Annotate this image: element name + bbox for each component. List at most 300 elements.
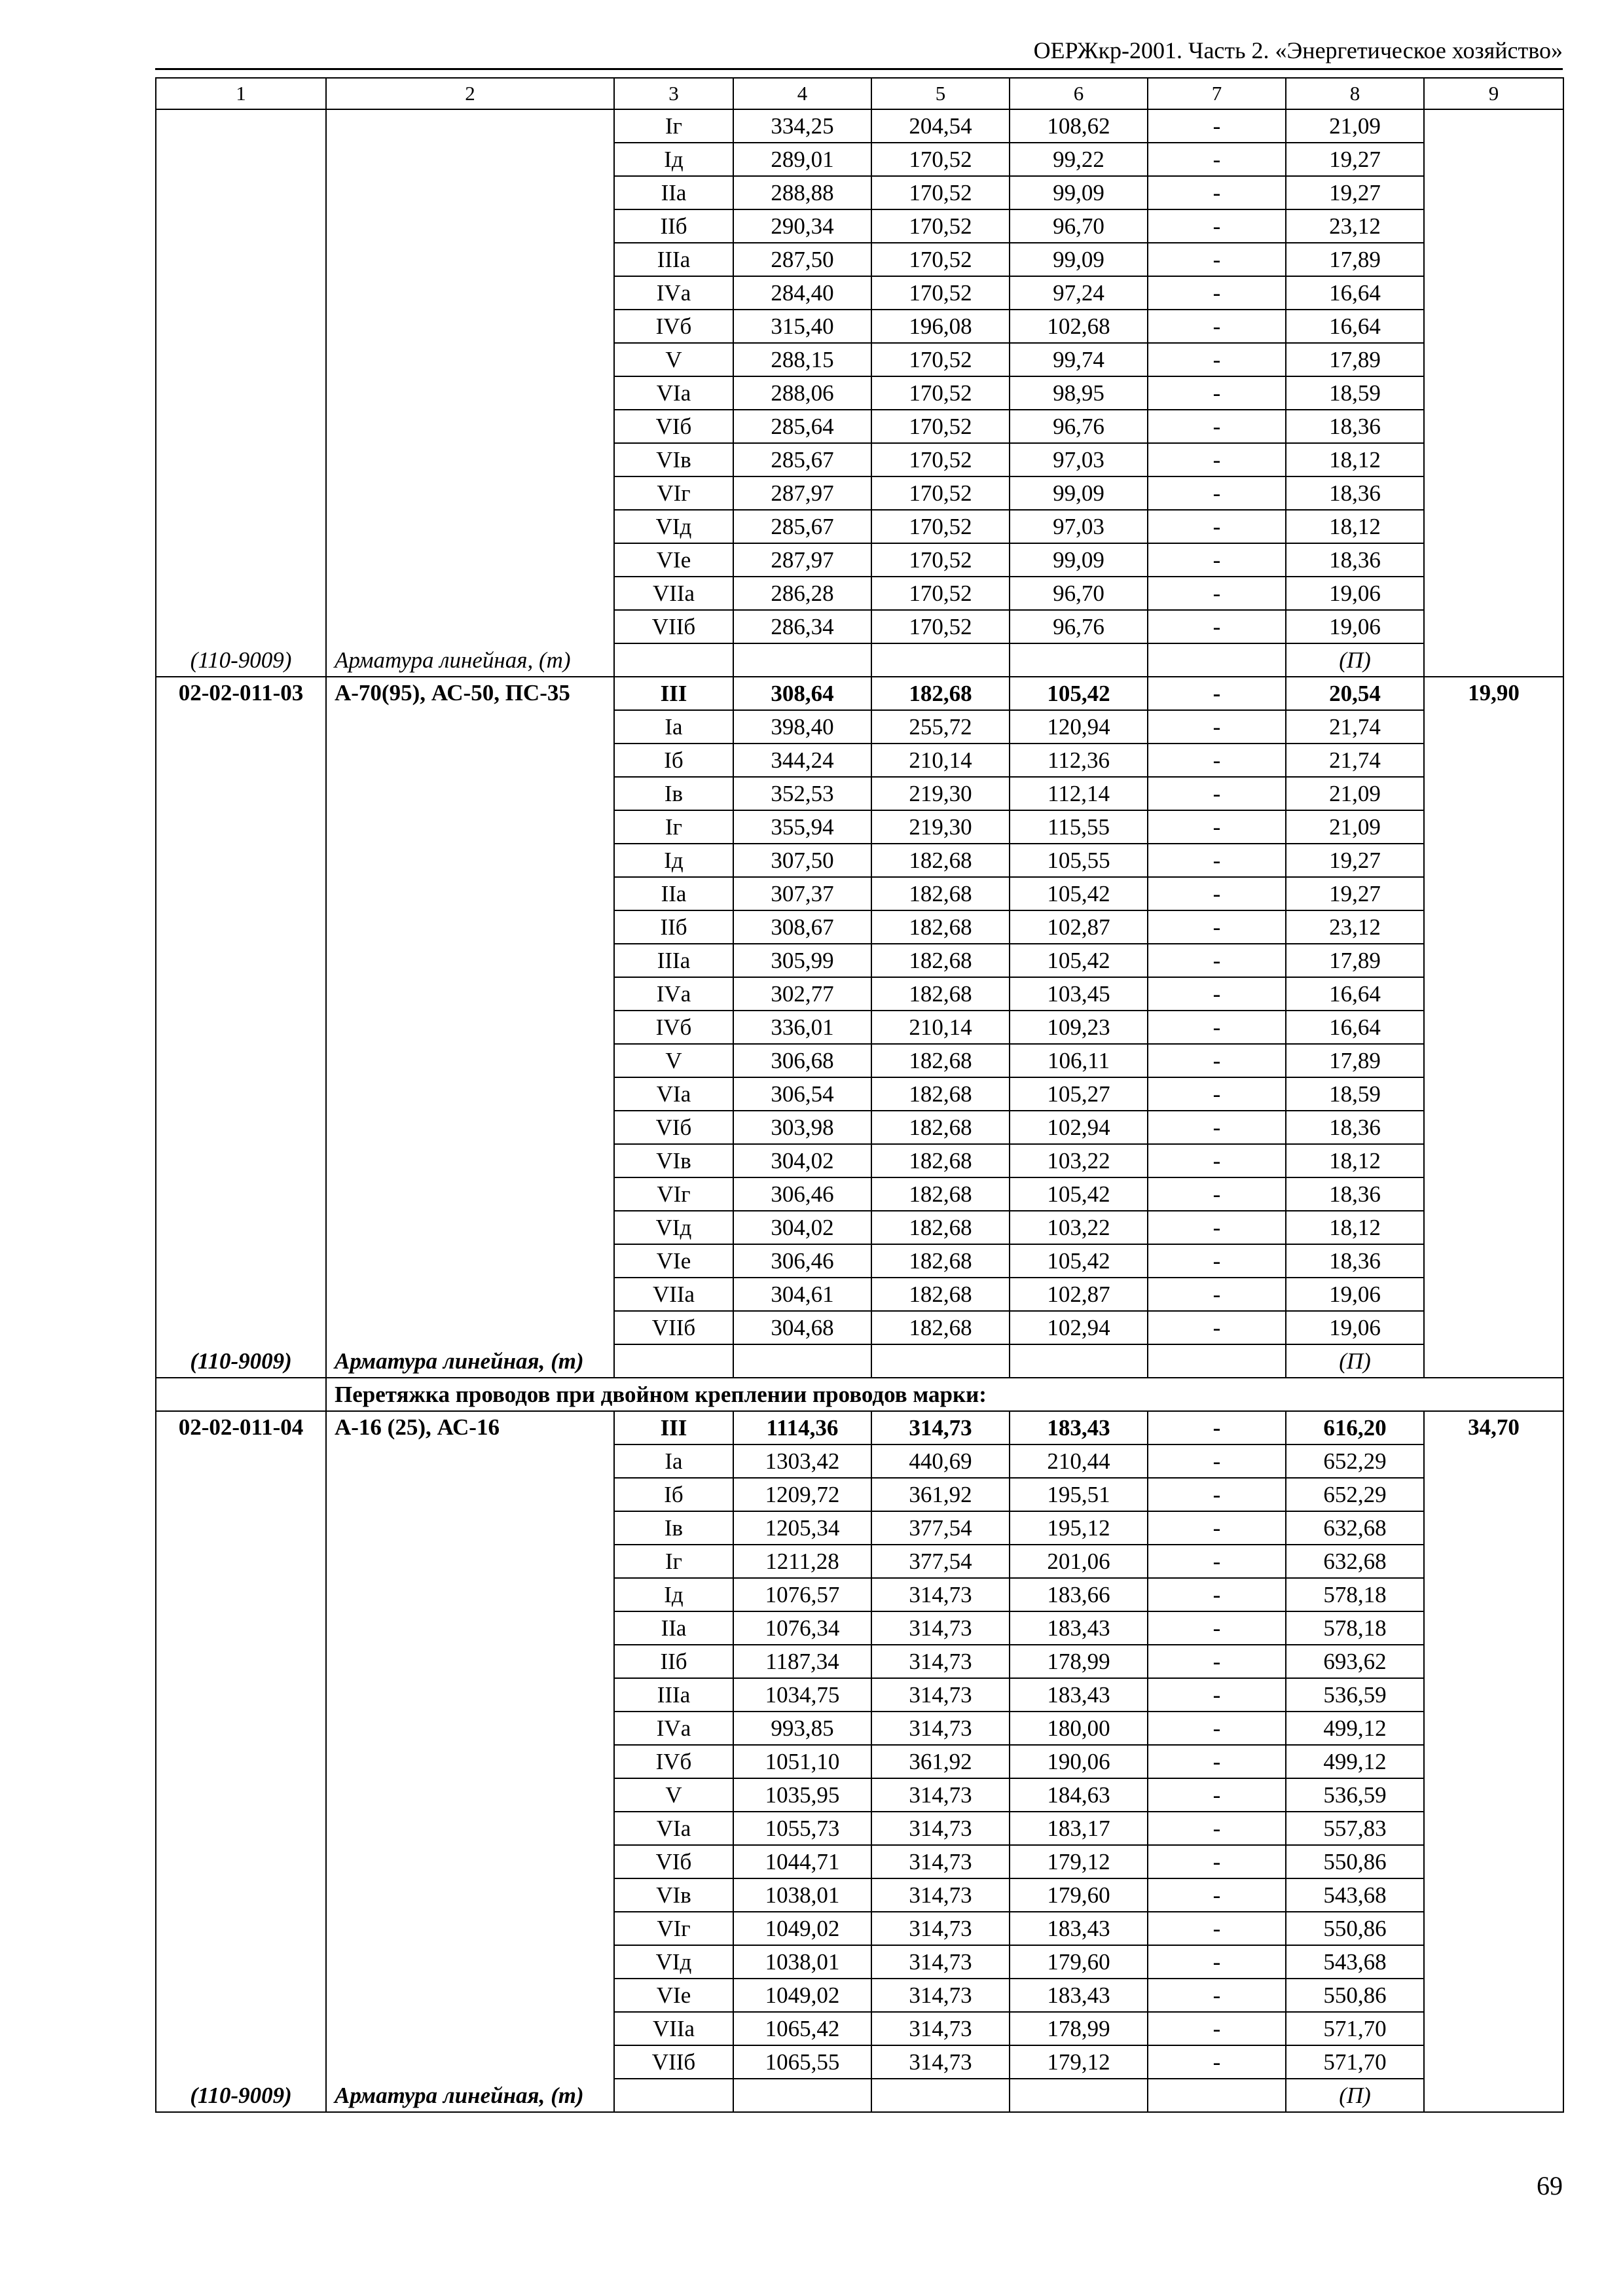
value-cell: Iб [614, 1478, 733, 1511]
value-cell: 112,14 [1010, 777, 1148, 810]
item-code: 02-02-011-03 [178, 680, 304, 706]
value-cell: 289,01 [733, 143, 871, 176]
value-cell: 314,73 [871, 1611, 1010, 1645]
value-cell: 99,09 [1010, 176, 1148, 209]
value-cell: 182,68 [871, 1244, 1010, 1278]
value-cell: 1065,42 [733, 2012, 871, 2045]
value-cell: - [1148, 510, 1286, 543]
value-cell: IIIа [614, 243, 733, 276]
value-cell: 1065,55 [733, 2045, 871, 2079]
value-cell: 1049,02 [733, 1979, 871, 2012]
value-cell: 183,43 [1010, 1678, 1148, 1712]
value-cell: 1114,36 [733, 1411, 871, 1444]
value-cell: 305,99 [733, 944, 871, 977]
value-cell: 109,23 [1010, 1011, 1148, 1044]
value-cell: - [1148, 276, 1286, 310]
armature-code: (110-9009) [190, 1348, 292, 1374]
value-cell: - [1148, 810, 1286, 844]
value-cell: 652,29 [1286, 1444, 1424, 1478]
value-cell: 18,36 [1286, 476, 1424, 510]
value-cell: VIб [614, 1111, 733, 1144]
value-cell: 18,59 [1286, 1077, 1424, 1111]
value-cell: - [1148, 1244, 1286, 1278]
value-cell: 306,54 [733, 1077, 871, 1111]
value-cell: 314,73 [871, 1411, 1010, 1444]
value-cell: Iг [614, 1545, 733, 1578]
value-cell: 314,73 [871, 1778, 1010, 1812]
value-cell: 97,24 [1010, 276, 1148, 310]
value-cell: 286,28 [733, 577, 871, 610]
value-cell: 304,61 [733, 1278, 871, 1311]
value-cell: IIа [614, 176, 733, 209]
value-cell: 361,92 [871, 1745, 1010, 1778]
value-cell: 103,22 [1010, 1144, 1148, 1177]
value-cell: 115,55 [1010, 810, 1148, 844]
value-cell: 182,68 [871, 844, 1010, 877]
empty-cell [871, 643, 1010, 677]
value-cell: VIд [614, 1211, 733, 1244]
value-cell: 179,12 [1010, 1845, 1148, 1878]
value-cell: - [1148, 610, 1286, 643]
value-cell: 1211,28 [733, 1545, 871, 1578]
column-number-row [156, 78, 1563, 109]
value-cell: 16,64 [1286, 1011, 1424, 1044]
value-cell: Iд [614, 844, 733, 877]
value-cell: VIд [614, 510, 733, 543]
value-cell: 102,87 [1010, 1278, 1148, 1311]
value-cell: 97,03 [1010, 443, 1148, 476]
value-cell: 306,68 [733, 1044, 871, 1077]
section-title: Перетяжка проводов при двойном креплении проводов марки: [326, 1378, 1563, 1411]
column-number: 9 [1424, 78, 1563, 109]
page-number: 69 [1537, 2171, 1563, 2200]
value-cell: IVа [614, 1712, 733, 1745]
value-cell: 1076,34 [733, 1611, 871, 1645]
value-cell: IIа [614, 1611, 733, 1645]
value-cell: 182,68 [871, 944, 1010, 977]
value-cell: Iд [614, 143, 733, 176]
value-cell: - [1148, 877, 1286, 910]
value-cell: 96,76 [1010, 610, 1148, 643]
table-body [156, 78, 1563, 2112]
value-cell: 315,40 [733, 310, 871, 343]
value-cell: 632,68 [1286, 1511, 1424, 1545]
description-cell [326, 1411, 614, 2112]
value-cell: 210,14 [871, 1011, 1010, 1044]
value-cell: - [1148, 1545, 1286, 1578]
value-cell: 170,52 [871, 543, 1010, 577]
description-cell [326, 109, 614, 677]
value-cell: 170,52 [871, 410, 1010, 443]
value-cell: IVа [614, 276, 733, 310]
value-cell: VIг [614, 476, 733, 510]
value-cell: 210,44 [1010, 1444, 1148, 1478]
armature-value: (П) [1286, 643, 1424, 677]
value-cell: 377,54 [871, 1545, 1010, 1578]
value-cell: 170,52 [871, 476, 1010, 510]
value-cell: V [614, 1044, 733, 1077]
empty-cell [1010, 2079, 1148, 2112]
value-cell: - [1148, 977, 1286, 1011]
value-cell: VIе [614, 1979, 733, 2012]
value-cell: 307,50 [733, 844, 871, 877]
column-number: 8 [1286, 78, 1424, 109]
value-cell: 578,18 [1286, 1578, 1424, 1611]
value-cell: 314,73 [871, 1678, 1010, 1712]
value-cell: 102,87 [1010, 910, 1148, 944]
value-cell: VIе [614, 543, 733, 577]
value-cell: - [1148, 443, 1286, 476]
value-cell: 21,09 [1286, 810, 1424, 844]
armature-value: (П) [1286, 2079, 1424, 2112]
value-cell: VIа [614, 1077, 733, 1111]
value-cell: 170,52 [871, 276, 1010, 310]
value-cell: 102,94 [1010, 1111, 1148, 1144]
empty-cell [1148, 1344, 1286, 1378]
value-cell: IIа [614, 877, 733, 910]
value-cell: VIIб [614, 2045, 733, 2079]
value-cell: 314,73 [871, 1645, 1010, 1678]
value-cell: 105,42 [1010, 1244, 1148, 1278]
value-cell: Iд [614, 1578, 733, 1611]
table-row [156, 109, 1563, 143]
value-cell: 993,85 [733, 1712, 871, 1745]
value-cell: 102,68 [1010, 310, 1148, 343]
value-cell: - [1148, 209, 1286, 243]
value-cell: 288,15 [733, 343, 871, 376]
value-cell: 204,54 [871, 109, 1010, 143]
value-cell: 440,69 [871, 1444, 1010, 1478]
armature-text: Арматура линейная, (т) [335, 1348, 584, 1374]
value-cell: 308,64 [733, 677, 871, 710]
value-cell: - [1148, 1611, 1286, 1645]
value-cell: 550,86 [1286, 1979, 1424, 2012]
value-cell: VIIа [614, 2012, 733, 2045]
value-cell: 182,68 [871, 1077, 1010, 1111]
value-cell: 652,29 [1286, 1478, 1424, 1511]
value-cell: - [1148, 744, 1286, 777]
value-cell: 23,12 [1286, 910, 1424, 944]
value-cell: 304,02 [733, 1144, 871, 1177]
value-cell: IIб [614, 209, 733, 243]
value-cell: - [1148, 310, 1286, 343]
value-cell: 19,06 [1286, 1278, 1424, 1311]
value-cell: 632,68 [1286, 1545, 1424, 1578]
value-cell: 179,12 [1010, 2045, 1148, 2079]
value-cell: 182,68 [871, 677, 1010, 710]
empty-cell [871, 1344, 1010, 1378]
table-row [156, 1411, 1563, 1444]
value-cell: 334,25 [733, 109, 871, 143]
value-cell: - [1148, 243, 1286, 276]
value-cell: 284,40 [733, 276, 871, 310]
value-cell: - [1148, 1211, 1286, 1244]
value-cell: 344,24 [733, 744, 871, 777]
value-cell: 361,92 [871, 1478, 1010, 1511]
value-cell: VIб [614, 410, 733, 443]
value-cell: 352,53 [733, 777, 871, 810]
value-cell: - [1148, 143, 1286, 176]
value-cell: III [614, 677, 733, 710]
value-cell: V [614, 343, 733, 376]
value-cell: 314,73 [871, 2012, 1010, 2045]
item-code: 02-02-011-04 [178, 1414, 304, 1440]
value-cell: 1209,72 [733, 1478, 871, 1511]
value-cell: 182,68 [871, 1044, 1010, 1077]
value-cell: 183,43 [1010, 1611, 1148, 1645]
value-cell: - [1148, 1678, 1286, 1712]
value-cell: 170,52 [871, 243, 1010, 276]
value-cell: IIб [614, 910, 733, 944]
item-description: А-70(95), АС-50, ПС-35 [335, 680, 570, 706]
value-cell: 180,00 [1010, 1712, 1148, 1745]
value-cell: VIд [614, 1945, 733, 1979]
value-cell: 18,36 [1286, 543, 1424, 577]
value-cell: 183,17 [1010, 1812, 1148, 1845]
value-cell: 182,68 [871, 1311, 1010, 1344]
column-number: 7 [1148, 78, 1286, 109]
value-cell: - [1148, 577, 1286, 610]
value-cell: IVб [614, 1011, 733, 1044]
value-cell: 1187,34 [733, 1645, 871, 1678]
total-cell: 19,90 [1424, 677, 1563, 1378]
value-cell: 287,97 [733, 543, 871, 577]
value-cell: 21,74 [1286, 710, 1424, 744]
value-cell: 170,52 [871, 443, 1010, 476]
value-cell: 182,68 [871, 977, 1010, 1011]
value-cell: 17,89 [1286, 343, 1424, 376]
armature-code: (110-9009) [190, 2083, 292, 2108]
value-cell: 377,54 [871, 1511, 1010, 1545]
value-cell: 182,68 [871, 1144, 1010, 1177]
value-cell: 179,60 [1010, 1878, 1148, 1912]
empty-cell [1148, 643, 1286, 677]
value-cell: 99,09 [1010, 476, 1148, 510]
empty-cell [1010, 643, 1148, 677]
value-cell: 18,36 [1286, 1111, 1424, 1144]
value-cell: 314,73 [871, 1845, 1010, 1878]
value-cell: - [1148, 1144, 1286, 1177]
value-cell: 170,52 [871, 577, 1010, 610]
value-cell: 1303,42 [733, 1444, 871, 1478]
value-cell: - [1148, 1945, 1286, 1979]
value-cell: 108,62 [1010, 109, 1148, 143]
value-cell: 184,63 [1010, 1778, 1148, 1812]
value-cell: 183,43 [1010, 1411, 1148, 1444]
document-title: ОЕРЖкр-2001. Часть 2. «Энергетическое хозяйство» [1033, 37, 1563, 63]
value-cell: 550,86 [1286, 1912, 1424, 1945]
value-cell: 616,20 [1286, 1411, 1424, 1444]
empty-cell [733, 2079, 871, 2112]
value-cell: Iв [614, 777, 733, 810]
value-cell: - [1148, 844, 1286, 877]
code-cell [156, 677, 326, 1378]
value-cell: - [1148, 1812, 1286, 1845]
empty-cell [1148, 2079, 1286, 2112]
value-cell: 255,72 [871, 710, 1010, 744]
value-cell: 314,73 [871, 1578, 1010, 1611]
value-cell: - [1148, 1478, 1286, 1511]
value-cell: VIв [614, 1878, 733, 1912]
value-cell: - [1148, 1011, 1286, 1044]
value-cell: 285,67 [733, 510, 871, 543]
value-cell: 201,06 [1010, 1545, 1148, 1578]
value-cell: 1051,10 [733, 1745, 871, 1778]
section-spacer [156, 1378, 326, 1411]
value-cell: 106,11 [1010, 1044, 1148, 1077]
value-cell: 182,68 [871, 877, 1010, 910]
value-cell: 1049,02 [733, 1912, 871, 1945]
value-cell: 314,73 [871, 1945, 1010, 1979]
value-cell: 178,99 [1010, 2012, 1148, 2045]
value-cell: 19,27 [1286, 844, 1424, 877]
value-cell: - [1148, 1444, 1286, 1478]
value-cell: 571,70 [1286, 2012, 1424, 2045]
value-cell: 102,94 [1010, 1311, 1148, 1344]
column-number: 3 [614, 78, 733, 109]
value-cell: 99,09 [1010, 543, 1148, 577]
value-cell: Iг [614, 810, 733, 844]
value-cell: 105,27 [1010, 1077, 1148, 1111]
value-cell: 304,68 [733, 1311, 871, 1344]
value-cell: 96,70 [1010, 209, 1148, 243]
value-cell: 16,64 [1286, 276, 1424, 310]
value-cell: 314,73 [871, 1979, 1010, 2012]
value-cell: V [614, 1778, 733, 1812]
value-cell: - [1148, 1177, 1286, 1211]
value-cell: 170,52 [871, 343, 1010, 376]
value-cell: - [1148, 1712, 1286, 1745]
value-cell: - [1148, 1645, 1286, 1678]
empty-cell [614, 1344, 733, 1378]
value-cell: 23,12 [1286, 209, 1424, 243]
value-cell: - [1148, 543, 1286, 577]
value-cell: - [1148, 1411, 1286, 1444]
column-number: 2 [326, 78, 614, 109]
value-cell: - [1148, 476, 1286, 510]
value-cell: 170,52 [871, 209, 1010, 243]
value-cell: 314,73 [871, 1812, 1010, 1845]
value-cell: 1055,73 [733, 1812, 871, 1845]
total-cell: 34,70 [1424, 1411, 1563, 2112]
value-cell: 17,89 [1286, 243, 1424, 276]
value-cell: 182,68 [871, 910, 1010, 944]
value-cell: 286,34 [733, 610, 871, 643]
page-header [155, 34, 1563, 73]
value-cell: 99,74 [1010, 343, 1148, 376]
armature-code: (110-9009) [190, 647, 292, 673]
value-cell: 18,12 [1286, 1211, 1424, 1244]
value-cell: III [614, 1411, 733, 1444]
value-cell: 336,01 [733, 1011, 871, 1044]
value-cell: 499,12 [1286, 1745, 1424, 1778]
value-cell: 96,76 [1010, 410, 1148, 443]
value-cell: 18,36 [1286, 1177, 1424, 1211]
value-cell: 303,98 [733, 1111, 871, 1144]
value-cell: 105,42 [1010, 944, 1148, 977]
value-cell: 20,54 [1286, 677, 1424, 710]
value-cell: 288,06 [733, 376, 871, 410]
section-row [156, 1378, 1563, 1411]
value-cell: - [1148, 910, 1286, 944]
value-cell: 105,42 [1010, 677, 1148, 710]
value-cell: 195,12 [1010, 1511, 1148, 1545]
value-cell: 16,64 [1286, 310, 1424, 343]
value-cell: - [1148, 944, 1286, 977]
value-cell: 19,06 [1286, 1311, 1424, 1344]
value-cell: IIIа [614, 944, 733, 977]
value-cell: 182,68 [871, 1211, 1010, 1244]
value-cell: - [1148, 1278, 1286, 1311]
value-cell: 287,97 [733, 476, 871, 510]
table-row [156, 677, 1563, 710]
value-cell: VIг [614, 1177, 733, 1211]
value-cell: 314,73 [871, 1912, 1010, 1945]
value-cell: 19,27 [1286, 143, 1424, 176]
value-cell: 17,89 [1286, 1044, 1424, 1077]
value-cell: 99,09 [1010, 243, 1148, 276]
value-cell: 314,73 [871, 1712, 1010, 1745]
empty-cell [733, 1344, 871, 1378]
value-cell: 536,59 [1286, 1678, 1424, 1712]
value-cell: 18,12 [1286, 443, 1424, 476]
value-cell: - [1148, 1778, 1286, 1812]
value-cell: - [1148, 1511, 1286, 1545]
value-cell: 183,43 [1010, 1912, 1148, 1945]
value-cell: 314,73 [871, 1878, 1010, 1912]
empty-cell [871, 2079, 1010, 2112]
empty-cell [614, 643, 733, 677]
value-cell: 1034,75 [733, 1678, 871, 1712]
value-cell: 96,70 [1010, 577, 1148, 610]
value-cell: 557,83 [1286, 1812, 1424, 1845]
value-cell: 304,02 [733, 1211, 871, 1244]
value-cell: VIа [614, 1812, 733, 1845]
value-cell: VIв [614, 1144, 733, 1177]
armature-value: (П) [1286, 1344, 1424, 1378]
value-cell: Iг [614, 109, 733, 143]
value-cell: 99,22 [1010, 143, 1148, 176]
value-cell: IIб [614, 1645, 733, 1678]
value-cell: 103,22 [1010, 1211, 1148, 1244]
value-cell: 1038,01 [733, 1878, 871, 1912]
value-cell: - [1148, 2045, 1286, 2079]
value-cell: - [1148, 1979, 1286, 2012]
value-cell: 182,68 [871, 1278, 1010, 1311]
value-cell: 285,64 [733, 410, 871, 443]
value-cell: IIIа [614, 1678, 733, 1712]
value-cell: 18,12 [1286, 1144, 1424, 1177]
value-cell: 306,46 [733, 1177, 871, 1211]
code-cell [156, 1411, 326, 2112]
value-cell: 105,42 [1010, 1177, 1148, 1211]
empty-cell [614, 2079, 733, 2112]
total-cell [1424, 109, 1563, 677]
value-cell: - [1148, 1311, 1286, 1344]
value-cell: - [1148, 343, 1286, 376]
value-cell: - [1148, 1111, 1286, 1144]
rates-table [155, 77, 1564, 2113]
column-number: 4 [733, 78, 871, 109]
value-cell: 170,52 [871, 143, 1010, 176]
value-cell: 307,37 [733, 877, 871, 910]
value-cell: VIIа [614, 1278, 733, 1311]
value-cell: 210,14 [871, 744, 1010, 777]
value-cell: Iв [614, 1511, 733, 1545]
value-cell: - [1148, 376, 1286, 410]
value-cell: - [1148, 176, 1286, 209]
value-cell: 179,60 [1010, 1945, 1148, 1979]
